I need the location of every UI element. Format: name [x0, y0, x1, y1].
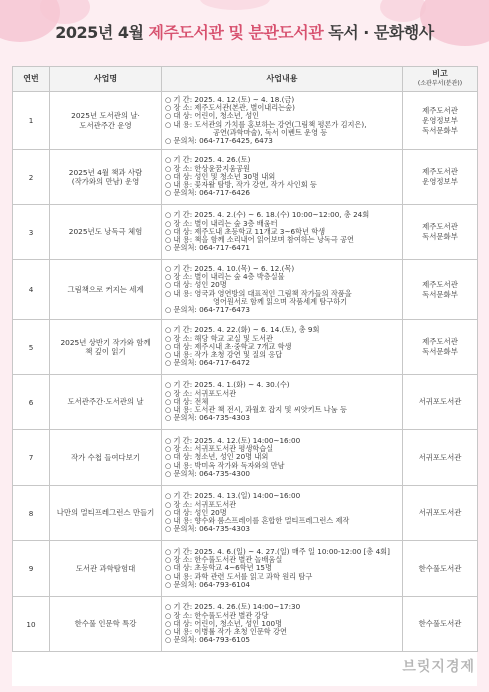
detail-line: ○ 대 상: 어린이, 청소년, 성인 [165, 111, 260, 121]
header-detail: 사업내용 [162, 67, 403, 92]
detail-line: ○ 장 소: 별이 내리는 숲 3층 배움터 [165, 218, 278, 228]
watermark: 브릿지경제 [402, 659, 475, 675]
detail-line: ○ 문의처: 064-717-6426 [165, 188, 251, 198]
program-name-line: 도서관주간·도서관의 날 [67, 397, 144, 407]
department-note [403, 597, 478, 652]
program-detail [162, 430, 403, 486]
detail-line: ○ 기 간: 2025. 4. 26.(토) 14:00~17:30 [165, 602, 301, 612]
detail-line: ○ 장 소: 서귀포도서관 평생학습실 [165, 444, 274, 454]
program-name-line: 한수풀 인문학 특강 [74, 619, 137, 629]
blossom-decoration [200, 0, 270, 10]
detail-line: ○ 대 상: 성인 20명 [165, 280, 227, 290]
program-name-line: 2025년도 낭독극 체험 [68, 227, 143, 237]
department-note [403, 320, 478, 375]
detail-line: ○ 기 간: 2025. 4. 6.(일) ~ 4. 27.(일) 매주 일 10:00-12:00 [총 4회] [165, 546, 390, 556]
program-name-line: 도서관주간 운영 [79, 120, 132, 130]
program-detail [162, 541, 403, 597]
program-name-line: 그림책으로 커지는 세계 [67, 284, 144, 294]
department-line: 독서문화부 [422, 232, 458, 241]
department-line: 서귀포도서관 [418, 508, 462, 517]
program-detail [162, 320, 403, 375]
program-name-line: 2025년 상반기 작가와 함께 [60, 337, 151, 347]
detail-line: ○ 대 상: 제주도내 초등학교 11개교 3~6학년 학생 [165, 226, 326, 236]
department-line: 제주도서관 [422, 105, 458, 115]
detail-line: ○ 문의처: 064-717-6425, 6473 [165, 135, 273, 145]
detail-line: ○ 문의처: 064-717-6472 [165, 358, 251, 368]
detail-line: 공연(과학마술), 독서 이벤트 운영 등 [213, 127, 328, 137]
department-line: 서귀포도서관 [418, 452, 462, 462]
department-line: 서귀포도서관 [418, 397, 462, 406]
row-number: 10 [13, 597, 50, 652]
table-row [13, 320, 478, 375]
row-number: 4 [13, 260, 50, 320]
table-header-row [13, 67, 478, 92]
table-row [13, 92, 478, 150]
detail-line: ○ 장 소: 한상윤꿈지움공원 [165, 163, 250, 173]
program-name-line: 2025년 4월 책과 사람 [68, 167, 143, 177]
detail-line: ○ 대 상: 청소년, 성인 20명 내외 [165, 452, 269, 462]
detail-line: ○ 문의처: 064-717-6473 [165, 304, 251, 314]
table-row [13, 150, 478, 205]
detail-line: ○ 장 소: 한수풀도서관 별관 강당 [165, 610, 269, 620]
detail-line: ○ 기 간: 2025. 4. 22.(화) ~ 6. 14.(토), 총 9회 [165, 325, 320, 335]
detail-line: ○ 내 용: 도서관의 가치를 홍보하는 강연(그림책 평론가 김지은), [165, 119, 367, 129]
program-name-line: (작가와의 만남) 운영 [71, 177, 140, 186]
department-line: 한수풀도서관 [418, 619, 462, 628]
detail-line: ○ 문의처: 064-735-4303 [165, 413, 251, 423]
program-detail [162, 260, 403, 320]
table-row [13, 375, 478, 430]
department-note [403, 541, 478, 597]
detail-line: ○ 기 간: 2025. 4. 12.(토) 14:00~16:00 [165, 435, 301, 445]
detail-line: ○ 대 상: 초등학교 4~6학년 15명 [165, 563, 272, 573]
row-number: 1 [13, 92, 50, 150]
header-name: 사업명 [50, 67, 162, 92]
detail-line: ○ 내 용: 이병률 작가 초청 인문학 강연 [165, 627, 287, 637]
department-note [403, 150, 478, 205]
table-row [13, 486, 478, 541]
detail-line: ○ 문의처: 064-793-6104 [165, 579, 251, 589]
program-name [50, 92, 162, 150]
program-detail [162, 205, 403, 260]
department-line: 운영정보부 [422, 115, 458, 125]
detail-line: ○ 장 소: 별이 내리는 숲 4층 박층실물 [165, 272, 285, 282]
department-line: 운영정보부 [422, 177, 458, 186]
program-detail [162, 92, 403, 150]
detail-line: ○ 내 용: 영국과 영연방의 대표적인 그림책 작가들의 작품을 [165, 288, 352, 298]
table-row [13, 205, 478, 260]
detail-line: ○ 장 소: 서귀포도서관 [165, 499, 237, 509]
detail-line: ○ 문의처: 064-735-4300 [165, 468, 251, 478]
department-line: 제주도서관 [422, 167, 458, 176]
program-name [50, 541, 162, 597]
detail-line: ○ 내 용: 꽃자왈 탐방, 작가 강연, 작가 사인회 등 [165, 180, 317, 190]
department-line: 제주도서관 [422, 279, 458, 289]
events-table [12, 66, 478, 652]
detail-line: ○ 기 간: 2025. 4. 12.(토) ~ 4. 18.(금) [165, 94, 295, 104]
program-name [50, 320, 162, 375]
program-name [50, 375, 162, 430]
row-number: 8 [13, 486, 50, 541]
row-number: 7 [13, 430, 50, 486]
row-number: 3 [13, 205, 50, 260]
detail-line: ○ 대 상: 어린이, 청소년, 성인 100명 [165, 618, 283, 628]
department-note [403, 205, 478, 260]
row-number: 6 [13, 375, 50, 430]
header-note [403, 67, 478, 92]
detail-line: ○ 장 소: 해당 학교 교실 및 도서관 [165, 333, 274, 343]
detail-line: ○ 내 용: 도서관 책 전시, 과월호 잡지 및 씨앗키트 나눔 등 [165, 405, 347, 415]
row-number: 9 [13, 541, 50, 597]
detail-line: ○ 문의처: 064-717-6471 [165, 243, 251, 253]
department-line: 제주도서관 [422, 222, 458, 231]
program-name [50, 205, 162, 260]
department-line: 독서문화부 [422, 125, 458, 135]
detail-line: ○ 대 상: 성인 및 청소년 30명 내외 [165, 171, 276, 181]
detail-line: ○ 장 소: 한수풀도서관 별관 놀배움실 [165, 555, 283, 565]
department-line: 독서문화부 [422, 347, 458, 356]
detail-line: ○ 대 상: 성인 20명 [165, 507, 227, 517]
department-note [403, 486, 478, 541]
department-note [403, 92, 478, 150]
program-name [50, 597, 162, 652]
detail-line: ○ 장 소: 제주도서관(본관, 별이내리는숲) [165, 103, 295, 113]
program-name [50, 150, 162, 205]
program-name [50, 430, 162, 486]
page-title: 2025년 4월 제주도서관 및 분관도서관 독서 · 문화행사 [55, 23, 434, 42]
header-no: 연번 [13, 67, 50, 92]
department-note [403, 260, 478, 320]
table-row [13, 430, 478, 486]
table-row [13, 597, 478, 652]
program-detail [162, 597, 403, 652]
table-row [13, 541, 478, 597]
program-name [50, 486, 162, 541]
detail-line: 영어원서로 함께 읽으며 작품세계 탐구하기 [213, 296, 348, 306]
detail-line: ○ 기 간: 2025. 4. 2.(수) ~ 6. 18.(수) 10:00~12:00, 총 24회 [165, 210, 370, 220]
department-line: 독서문화부 [422, 289, 458, 299]
row-number: 5 [13, 320, 50, 375]
detail-line: ○ 기 간: 2025. 4. 26.(토) [165, 155, 251, 165]
header-note-label: 비고 [432, 69, 448, 78]
detail-line: ○ 내 용: 책을 함께 소리내어 읽어보며 참여하는 낭독극 공연 [165, 235, 354, 245]
program-detail [162, 150, 403, 205]
blossom-decoration [380, 0, 426, 22]
events-sheet [12, 66, 477, 686]
department-line: 제주도서관 [422, 337, 458, 346]
header-note-sub: (소관부서(분관)) [417, 80, 463, 87]
row-number: 2 [13, 150, 50, 205]
department-line: 한수풀도서관 [418, 563, 462, 573]
program-name-line: 2025년 도서관의 날· [71, 111, 140, 120]
program-name-line: 작가 수첩 들여다보기 [71, 452, 140, 462]
program-name-line: 나만의 멀티프레그런스 만들기 [56, 508, 155, 518]
detail-line: ○ 내 용: 박미옥 작가와 독자와의 만남 [165, 460, 285, 470]
program-detail [162, 486, 403, 541]
program-name [50, 260, 162, 320]
program-name-line: 책 깊이 읽기 [85, 347, 126, 356]
detail-line: ○ 내 용: 작가 초청 강연 및 질의 응답 [165, 350, 283, 360]
detail-line: ○ 장 소: 서귀포도서관 [165, 388, 237, 398]
detail-line: ○ 내 용: 향수와 룸스프레이를 혼합한 멀티프레그런스 제작 [165, 516, 350, 526]
program-detail [162, 375, 403, 430]
detail-line: ○ 대 상: 전체 [165, 396, 209, 406]
table-row [13, 260, 478, 320]
detail-line: ○ 기 간: 2025. 4. 10.(목) ~ 6. 12.(목) [165, 263, 295, 273]
department-note [403, 430, 478, 486]
detail-line: ○ 내 용: 과학 관련 도서를 읽고 과학 원리 탐구 [165, 571, 313, 581]
detail-line: ○ 기 간: 2025. 4. 1.(화) ~ 4. 30.(수) [165, 380, 290, 390]
program-name-line: 도서관 과학탐험대 [75, 563, 136, 573]
table-body [13, 92, 478, 652]
detail-line: ○ 문의처: 064-735-4303 [165, 524, 251, 534]
detail-line: ○ 기 간: 2025. 4. 13.(일) 14:00~16:00 [165, 491, 301, 501]
detail-line: ○ 문의처: 064-793-6105 [165, 635, 251, 645]
department-note [403, 375, 478, 430]
detail-line: ○ 대 상: 제주시내 초·중학교 7개교 학생 [165, 341, 292, 351]
